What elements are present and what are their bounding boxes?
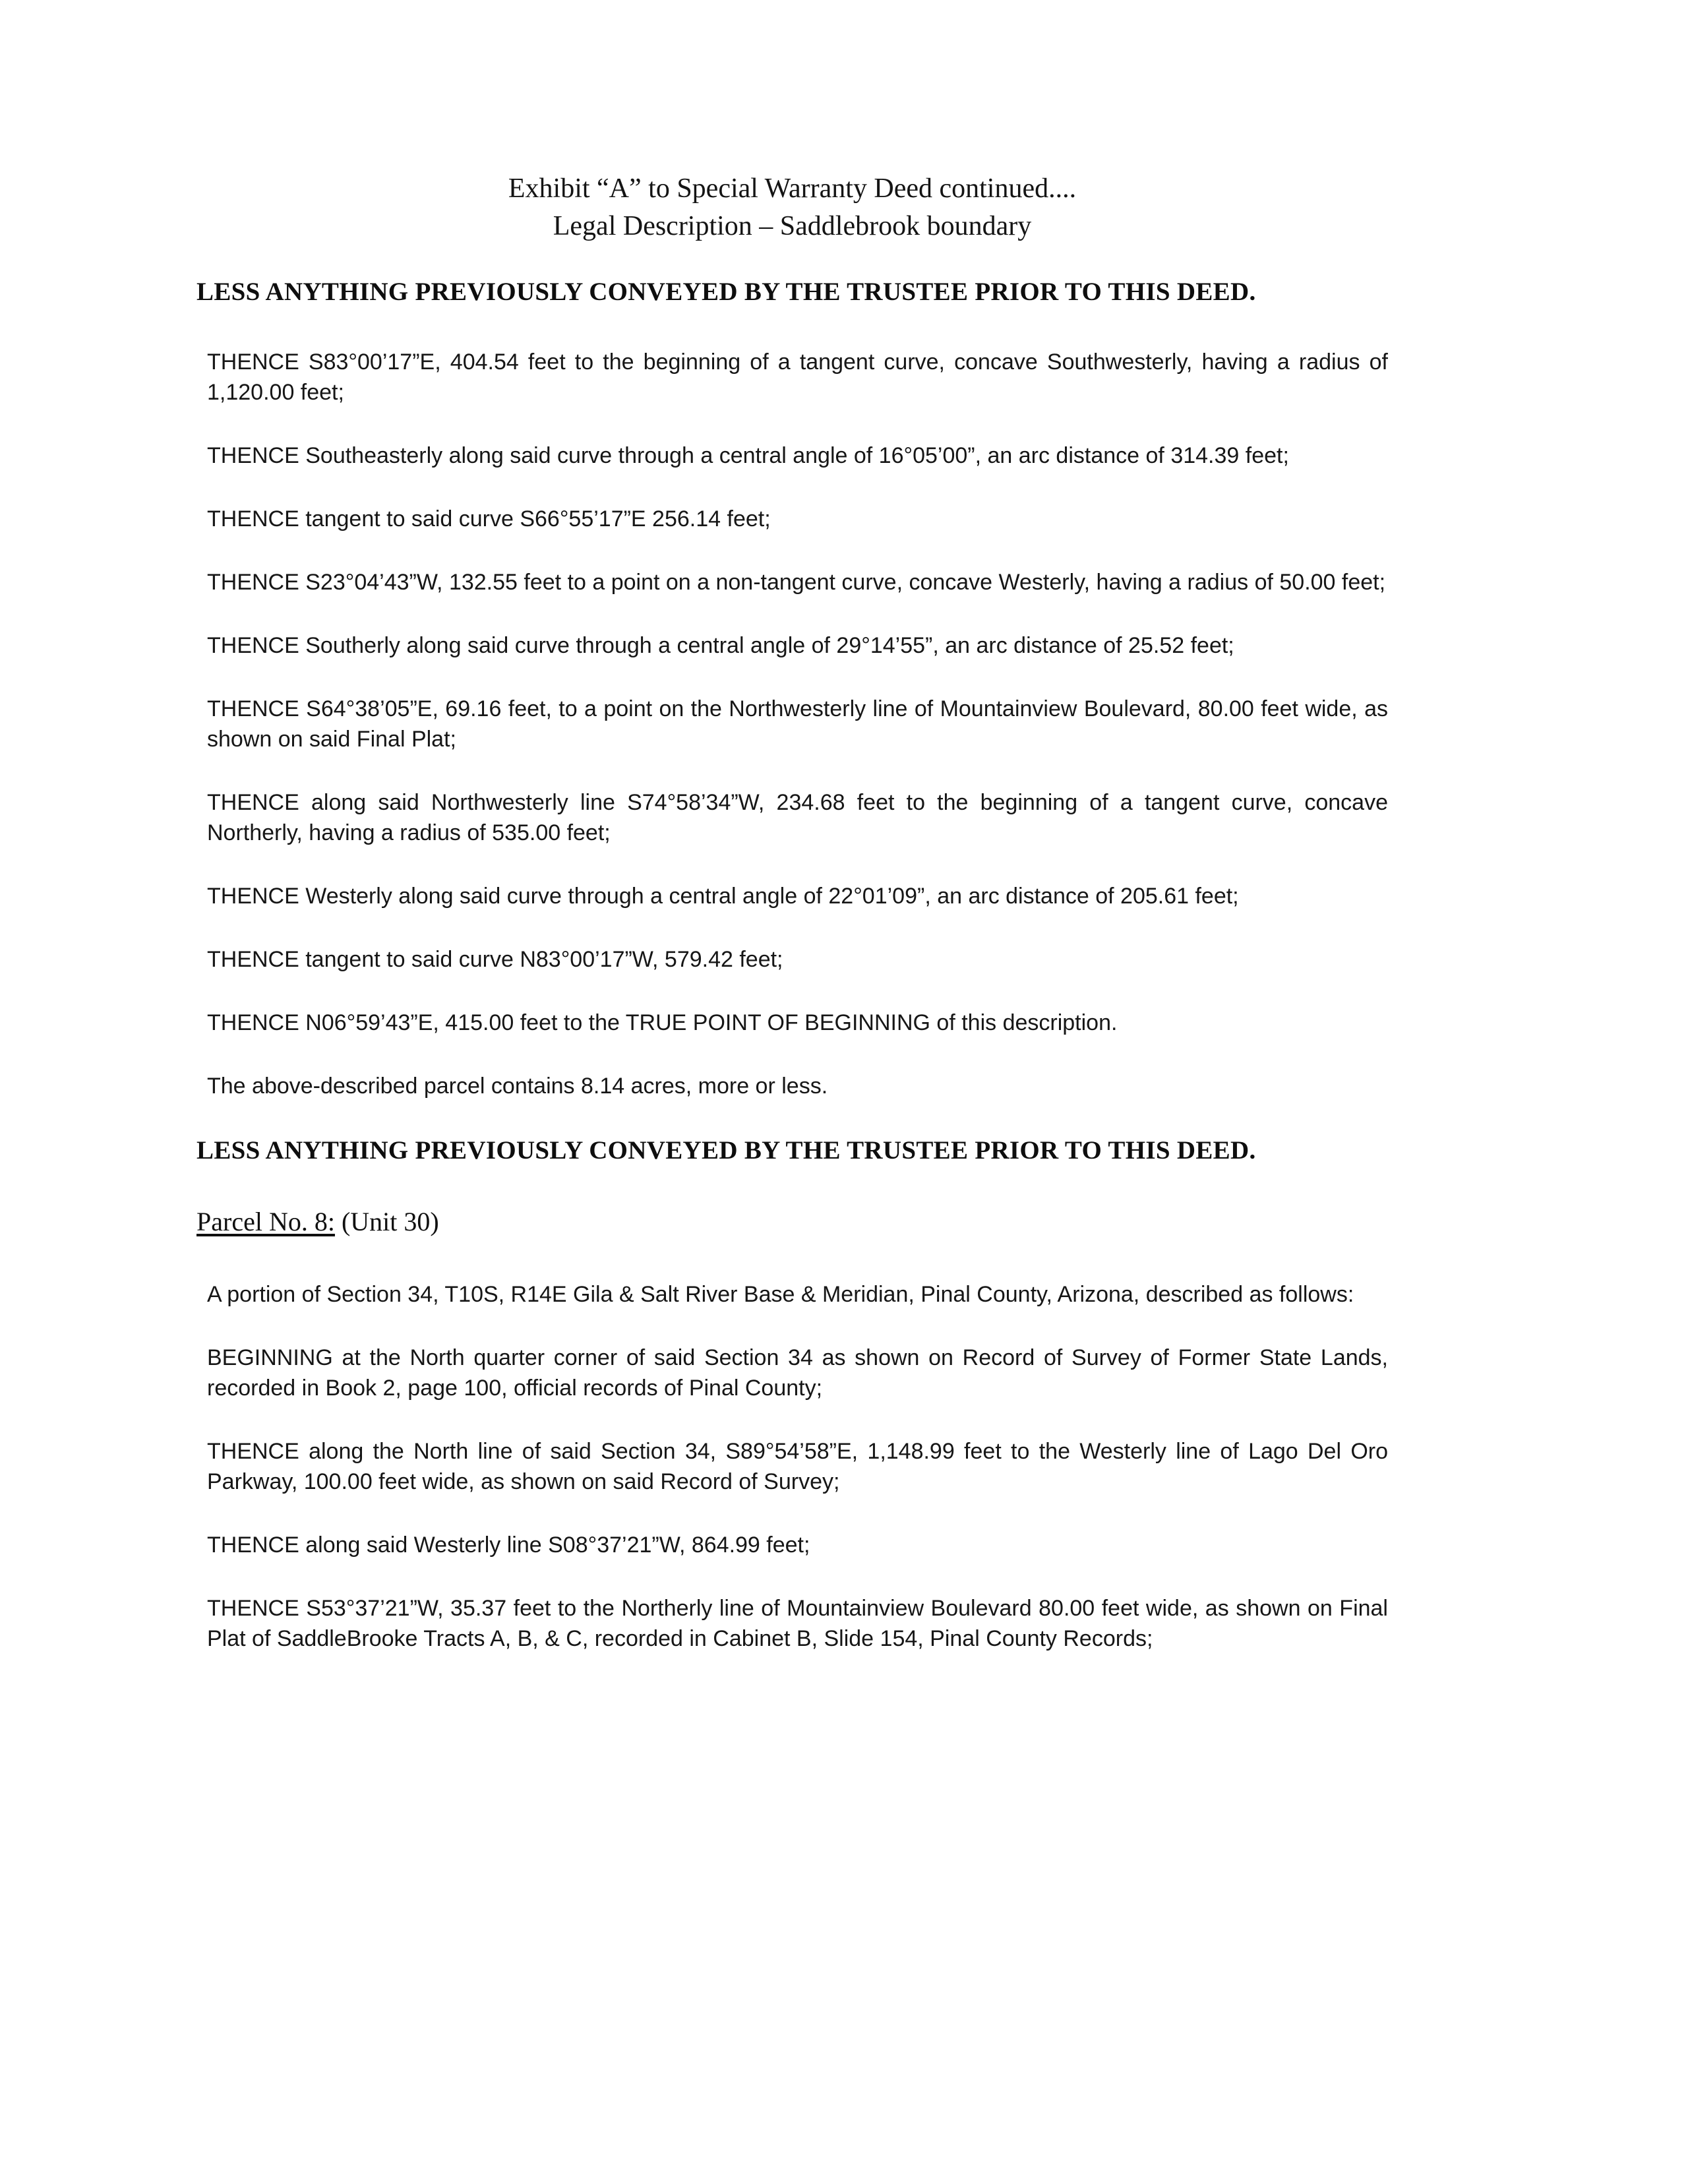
paragraph: THENCE S64°38’05”E, 69.16 feet, to a point on the Northwesterly line of Mountainview Boulevard, 80.00 feet wide, as shown on said Final Plat;	[207, 696, 1388, 752]
paragraph: THENCE S83°00’17”E, 404.54 feet to the beginning of a tangent curve, concave Southwesterly, having a radius of 1,120.00 feet;	[207, 349, 1388, 405]
paragraph: THENCE tangent to said curve N83°00’17”W, 579.42 feet;	[207, 947, 783, 972]
paragraph: THENCE S53°37’21”W, 35.37 feet to the Northerly line of Mountainview Boulevard 80.00 feet wide, as shown on Final Plat of SaddleBrooke Tracts A, B, & C, recorded in Cabinet B, Slide 154, Pinal County Records;	[207, 1596, 1388, 1651]
paragraph: THENCE Westerly along said curve through a central angle of 22°01’09”, an arc distance of 205.61 feet;	[207, 884, 1239, 909]
parcel-unit-label: (Unit 30)	[334, 1207, 439, 1236]
paragraph: THENCE Southerly along said curve through a central angle of 29°14’55”, an arc distance of 25.52 feet;	[207, 633, 1234, 658]
paragraph: BEGINNING at the North quarter corner of said Section 34 as shown on Record of Survey of Former State Lands, recorded in Book 2, page 100, official records of Pinal County;	[207, 1345, 1388, 1401]
paragraph: THENCE N06°59’43”E, 415.00 feet to the TRUE POINT OF BEGINNING of this description.	[207, 1010, 1118, 1035]
section2-heading: LESS ANYTHING PREVIOUSLY CONVEYED BY THE TRUSTEE PRIOR TO THIS DEED.	[196, 1136, 1256, 1165]
paragraph: A portion of Section 34, T10S, R14E Gila & Salt River Base & Meridian, Pinal County, Arizona, described as follows:	[207, 1282, 1354, 1307]
document-title: Exhibit “A” to Special Warranty Deed continued....	[508, 173, 1077, 204]
section1-heading: LESS ANYTHING PREVIOUSLY CONVEYED BY THE TRUSTEE PRIOR TO THIS DEED.	[196, 278, 1256, 306]
paragraph: THENCE Southeasterly along said curve through a central angle of 16°05’00”, an arc distance of 314.39 feet;	[207, 443, 1289, 468]
document-title-block	[196, 170, 1388, 245]
paragraph: THENCE along the North line of said Section 34, S89°54’58”E, 1,148.99 feet to the Westerly line of Lago Del Oro Parkway, 100.00 feet wide, as shown on said Record of Survey;	[207, 1439, 1388, 1494]
paragraph: THENCE tangent to said curve S66°55’17”E 256.14 feet;	[207, 506, 771, 531]
parcel-number-label: Parcel No. 8:	[196, 1207, 335, 1236]
paragraph: THENCE along said Northwesterly line S74°58’34”W, 234.68 feet to the beginning of a tangent curve, concave Northerly, having a radius of 535.00 feet;	[207, 790, 1388, 845]
paragraph: THENCE along said Westerly line S08°37’21”W, 864.99 feet;	[207, 1532, 810, 1558]
paragraph: THENCE S23°04’43”W, 132.55 feet to a point on a non-tangent curve, concave Westerly, having a radius of 50.00 feet;	[207, 570, 1386, 595]
document-subtitle: Legal Description – Saddlebrook boundary	[553, 211, 1032, 241]
paragraph: The above-described parcel contains 8.14 acres, more or less.	[207, 1074, 828, 1099]
parcel-heading	[196, 1205, 1388, 1238]
